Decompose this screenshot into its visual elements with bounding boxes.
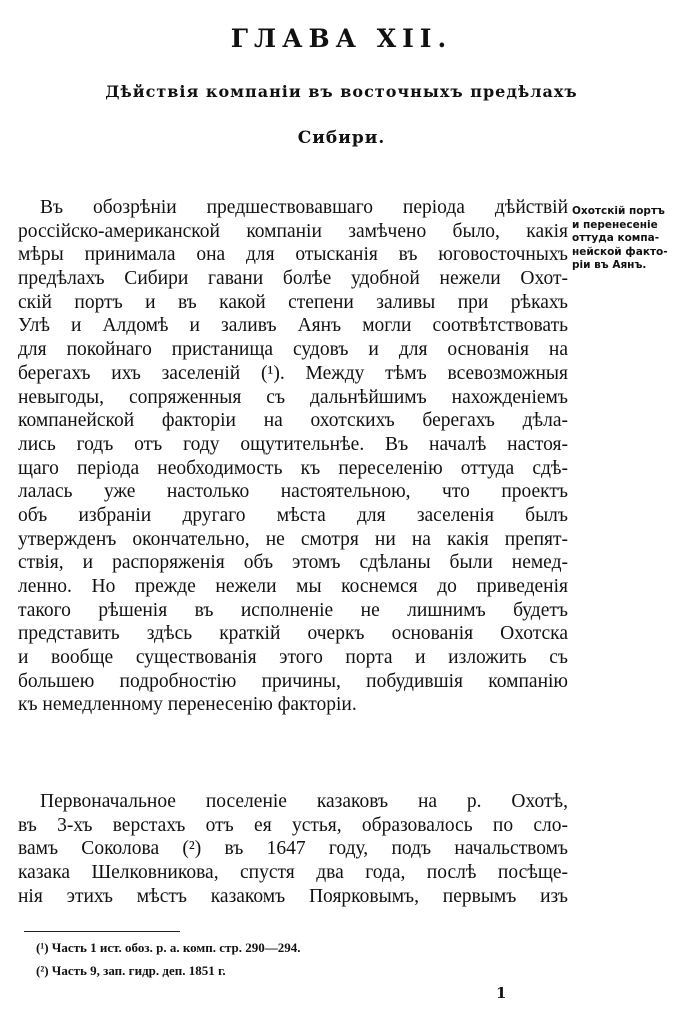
text-line: предѣлахъ Сибири гавани болѣе удобной нежели Охот- [18,268,568,290]
text-line: лись годъ отъ году ощутительнѣе. Въ началѣ настоя- [18,433,568,455]
text-line: компанейской факторіи на охотскихъ берегахъ дѣла- [18,410,568,432]
text-line: казака Шелковникова, спустя два года, послѣ посѣще- [18,862,568,884]
margin-note-line: и перенесеніе [572,218,658,231]
footnote-rule [24,931,180,932]
footnote: (²) Часть 9, зап. гидр. деп. 1851 г. [36,963,226,978]
text-line: Первоначальное поселеніе казаковъ на р. Охотѣ, [40,791,568,812]
text-line: представить здѣсь краткій очеркъ основанія Охотска [18,623,568,645]
text-line: невыгоды, сопряженныя съ дальнѣйшимъ нахожденіемъ [18,386,568,408]
text-line: вамъ Соколова (²) въ 1647 году, подъ начальствомъ [18,838,568,860]
text-line: для покойнаго пристанища судовъ и для основанія на [18,339,568,361]
margin-note-line: оттуда компа- [572,232,660,244]
text-line: такого рѣшенія въ исполненіе не лишнимъ будетъ [18,599,568,621]
text-line: россійско-американской компаніи замѣчено было, какія [18,220,568,242]
text-line: объ избраніи другаго мѣста для заселенія былъ [18,504,568,526]
text-line: въ 3-хъ верстахъ отъ ея устья, образовалось по сло- [18,814,568,836]
text-line: нія этихъ мѣстъ казакомъ Поярковымъ, первымъ изъ [18,885,568,907]
text-line: мѣры принимала она для отысканія въ юговосточныхъ [18,244,568,266]
text-line: къ немедленному перенесенію факторіи. [18,694,357,716]
text-line: Улѣ и Алдомѣ и заливъ Аянъ могли соотвѣтствовать [18,315,568,337]
margin-note [572,205,672,273]
text-line: Въ обозрѣніи предшествовавшаго періода дѣйствій [40,197,568,218]
paragraph-2 [18,790,568,908]
text-line: большею подробностію причины, побудившія компанію [18,670,568,692]
paragraph-1 [18,196,568,717]
footnote: (¹) Часть 1 ист. обоз. р. а. комп. стр. 290—294. [36,940,301,955]
chapter-heading: ГЛАВА XII. [230,24,453,53]
text-line: ствія, и распоряженія объ этомъ сдѣланы были немед- [18,552,568,574]
text-line: лалась уже настолько настоятельною, что проектъ [18,481,568,503]
margin-note-line: нейской факто- [572,245,668,258]
text-line: и вообще существованія этого порта и изложить съ [18,647,568,669]
text-line: берегахъ ихъ заселеній (¹). Между тѣмъ всевозможныя [18,362,568,384]
chapter-title-line-2: Сибири. [297,128,386,148]
text-line: утвержденъ окончательно, не смотря ни на какія препят- [18,528,568,550]
chapter-title-line-1: Дѣйствія компаніи въ восточныхъ предѣлахъ [105,82,578,101]
margin-note-line: ріи въ Аянъ. [572,259,647,271]
page-number: 1 [496,984,507,1002]
footnotes [36,936,301,982]
margin-note-line: Охотскій портъ [572,205,665,217]
text-line: щаго періода необходимость къ переселенію оттуда сдѣ- [18,457,568,479]
text-line: ленно. Но прежде нежели мы коснемся до приведенія [18,576,568,597]
text-line: скій портъ и въ какой степени заливы при рѣкахъ [18,291,568,313]
